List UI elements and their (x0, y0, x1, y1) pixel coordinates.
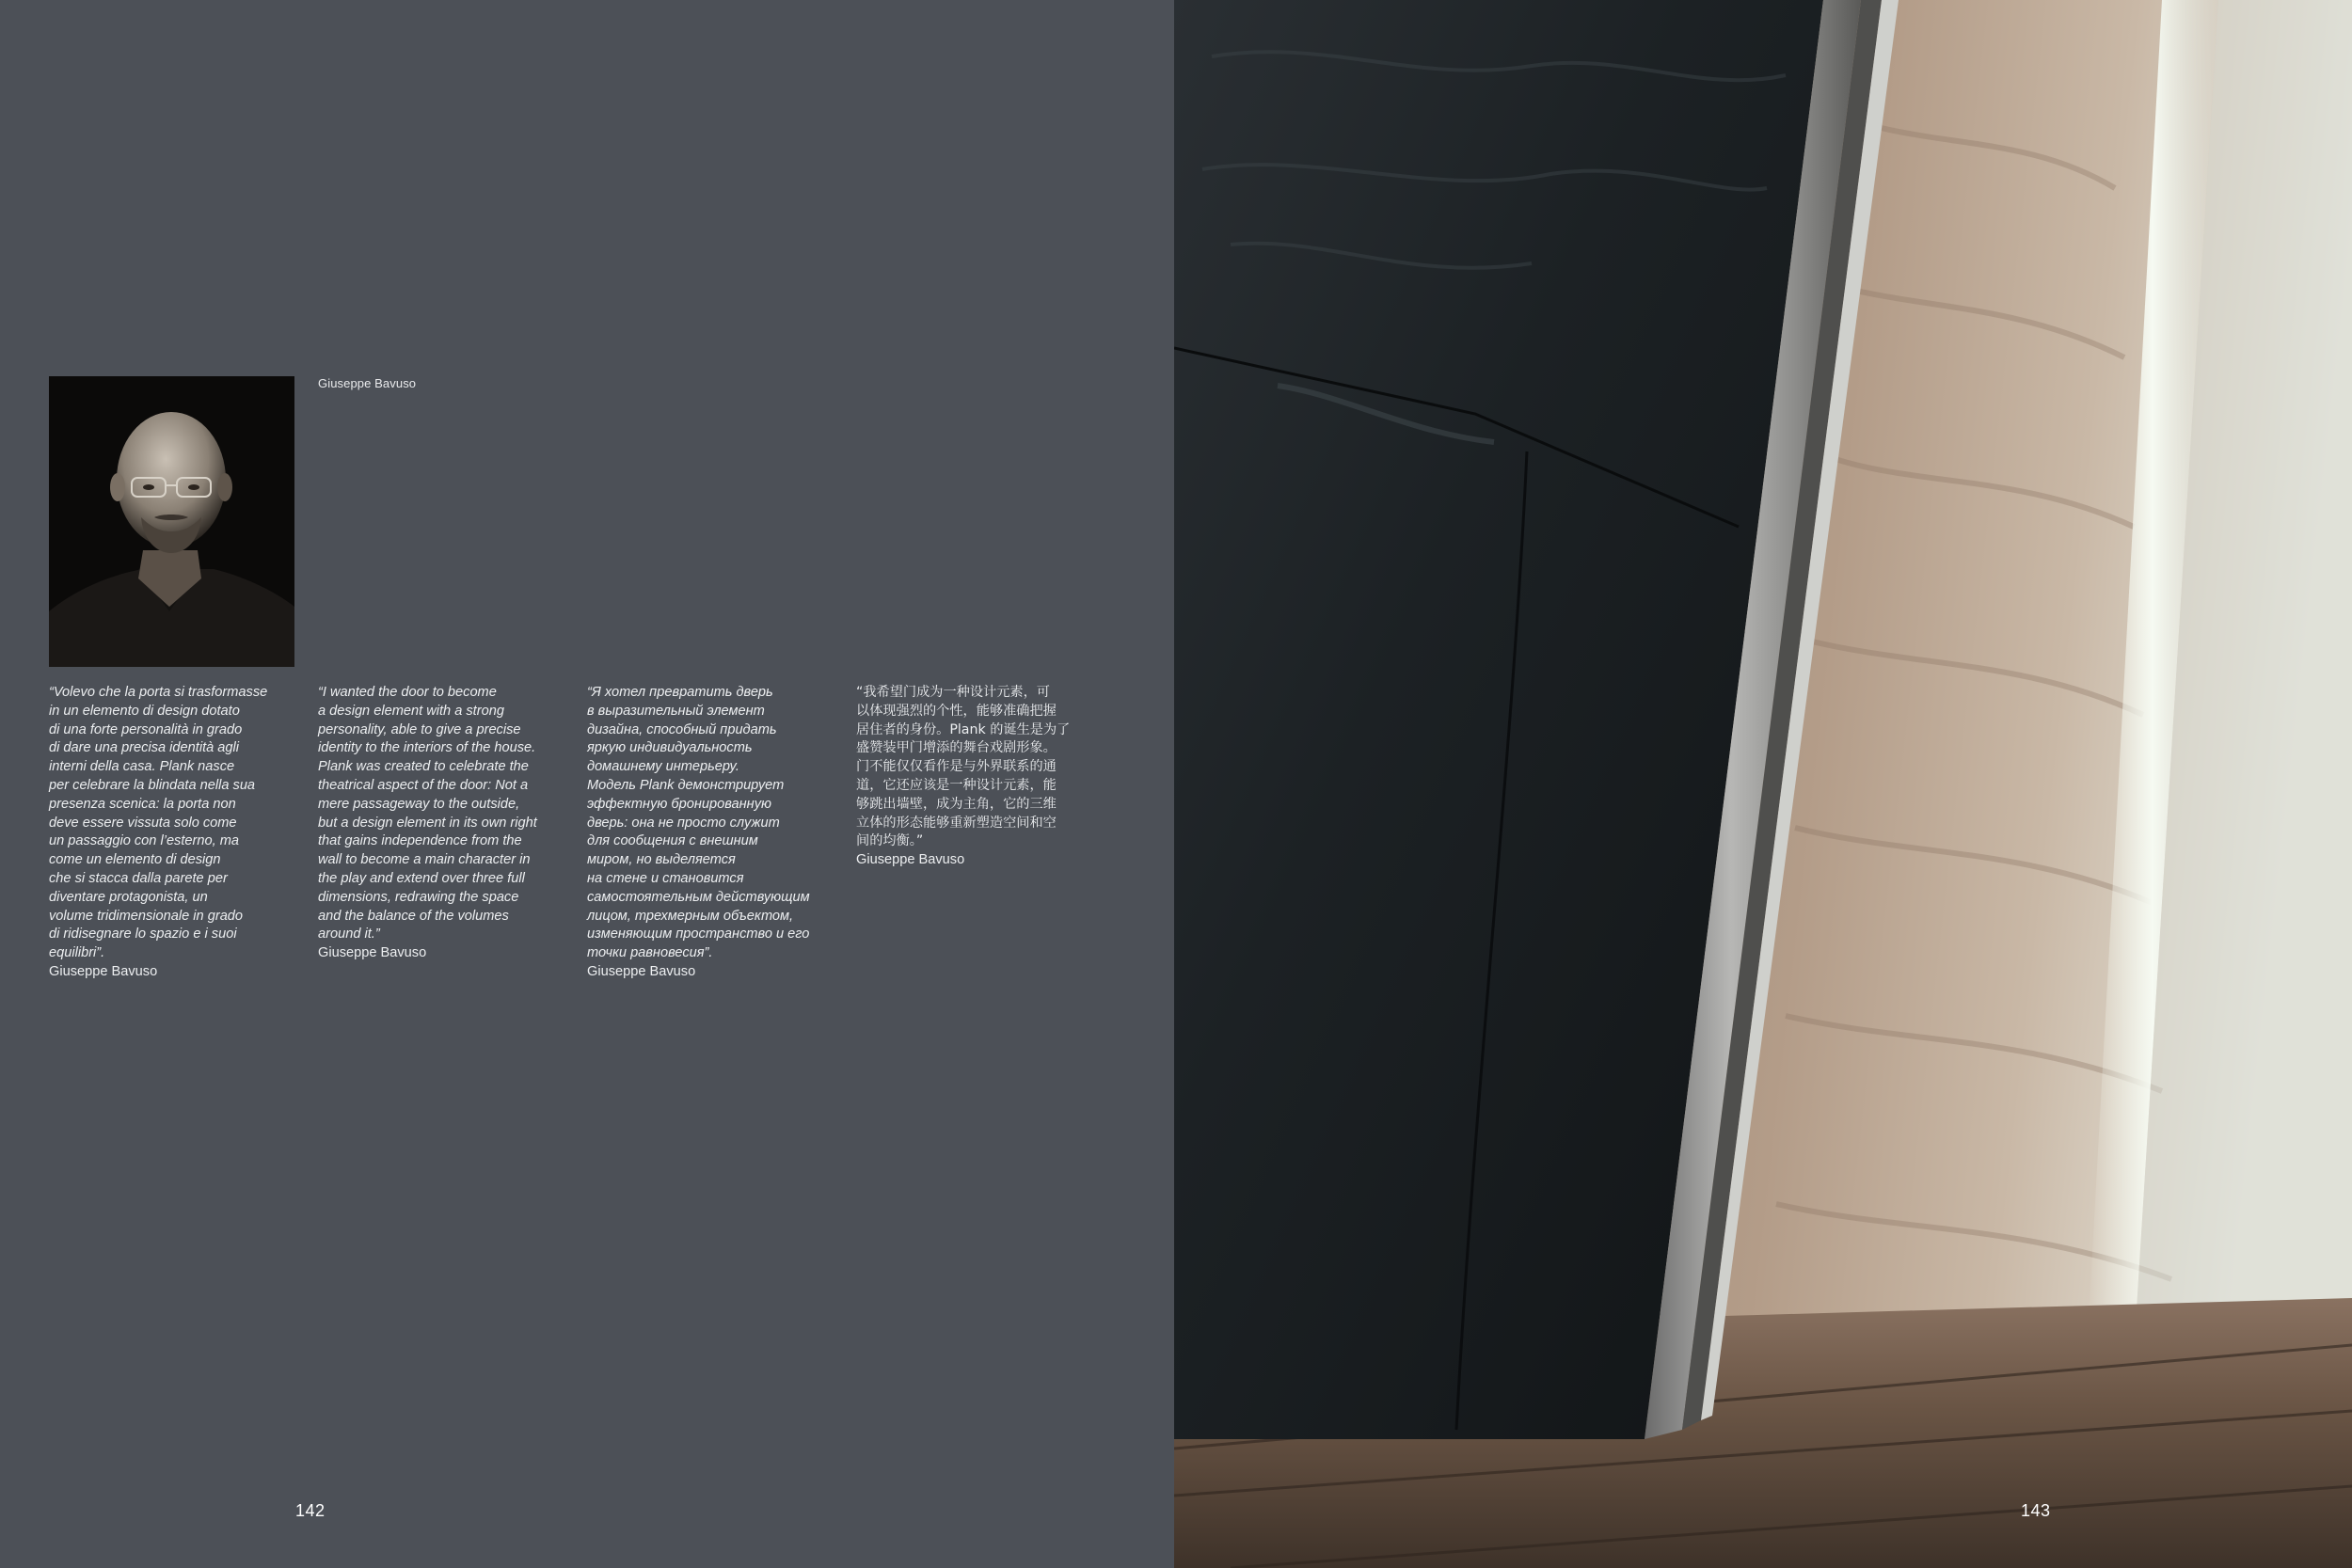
quote-author-english: Giuseppe Bavuso (318, 945, 427, 961)
quote-russian (587, 684, 839, 982)
quote-author-chinese: Giuseppe Bavuso (856, 852, 965, 868)
designer-portrait (49, 376, 294, 667)
quote-author-italian: Giuseppe Bavuso (49, 963, 158, 979)
quote-english (318, 684, 570, 963)
left-page (0, 0, 1174, 1568)
quote-author-russian: Giuseppe Bavuso (587, 963, 696, 979)
page-number-left: 142 (295, 1501, 326, 1520)
page-number-right: 143 (2021, 1501, 2051, 1520)
portrait-photo (49, 376, 294, 667)
right-page-photo (1174, 0, 2352, 1568)
portrait-caption: Giuseppe Bavuso (318, 376, 417, 390)
door-photo (1174, 0, 2352, 1568)
quote-italian (49, 684, 301, 982)
quote-chinese (856, 684, 1108, 870)
quote-text-chinese: “我希望门成为一种设计元素，可 以体现强烈的个性，能够准确把握 居住者的身份。Plank 的诞生是为了 盛赞装甲门增添的舞台戏剧形象。 门不能仅仅看作是与外界联系的通 道，它还应该是一种设计元素，能 够跳出墙壁，成为主角，它的三维 立体的形态能够重新塑造空间和空 间的均衡。” (856, 685, 1071, 849)
quote-text-english: “I wanted the door to become a design element with a strong personality, able to give a precise identity to the interiors of the house. Plank was created to celebrate the theatrical aspect of the door: Not a mere passageway to the outside, but a design element in its own right that gains independence from the wall to become a main character in the play and extend over three full dimensions, redrawing the space and the balance of the volumes around it.” (318, 685, 537, 942)
quote-text-russian: “Я хотел превратить дверь в выразительный элемент дизайна, способный придать яркую индивидуальность домашнему интерьеру. Модель Plank демонстрирует эффектную бронированную дверь: она не просто служит для сообщения с внешним миром, но выделяется на стене и становится самостоятельным действующим лицом, трехмерным объектом, изменяющим пространство и его точки равновесия”. (587, 685, 810, 961)
quote-text-italian: “Volevo che la porta si trasformasse in un elemento di design dotato di una forte personalità in grado di dare una precisa identità agli interni della casa. Plank nasce per celebrare la blindata nella sua presenza scenica: la porta non deve essere vissuta solo come un passaggio con l’esterno, ma come un elemento di design che si stacca dalla parete per diventare protagonista, un volume tridimensionale in grado di ridisegnare lo spazio e i suoi equilibri”. (49, 685, 268, 961)
